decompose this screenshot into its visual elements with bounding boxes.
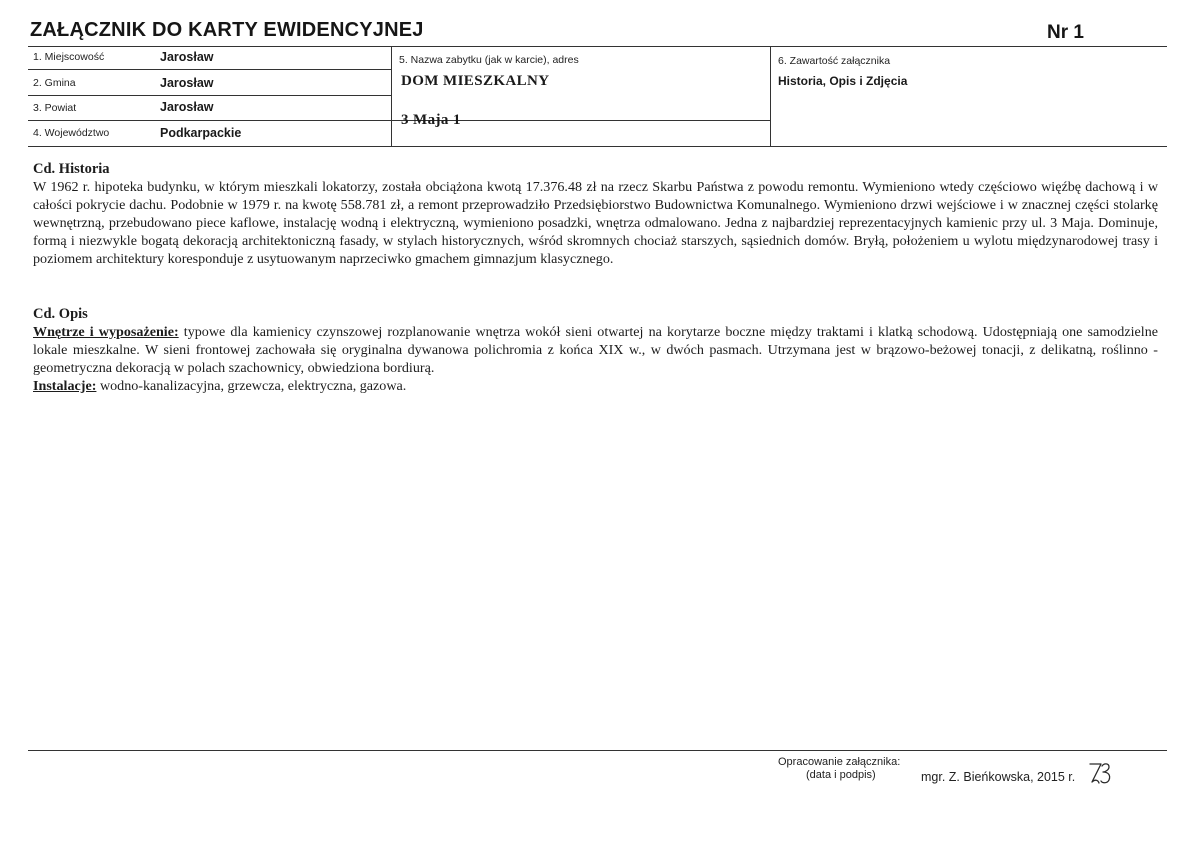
historia-heading: Cd. Historia <box>33 161 110 177</box>
installations-paragraph <box>33 377 1158 395</box>
row-divider <box>28 120 391 121</box>
contents-value: Historia, Opis i Zdjęcia <box>778 74 908 88</box>
monument-address: 3 Maja 1 <box>401 112 461 128</box>
gmina-value: Jarosław <box>160 76 214 90</box>
installations-text: wodno-kanalizacyjna, grzewcza, elektryczna, gazowa. <box>96 378 407 394</box>
prepared-sub: (data i podpis) <box>806 769 876 781</box>
interior-text: typowe dla kamienicy czynszowej rozplanowanie wnętrza wokół sieni otwartej na korytarze boczne między traktami i klatką schodową. Udostępniają one samodzielne lokale mieszkalne. W sieni frontowej zachowała się oryginalna dywanowa polichromia z końca XIX w., w dwóch pasmach. Utrzymana jest w brązowo-beżowej tonacji, z delikatną, roślinno - geometryczna dekoracją w polach szachownicy, obwiedziona bordiurą. <box>33 324 1158 376</box>
powiat-value: Jarosław <box>160 100 214 114</box>
document-number: Nr 1 <box>1047 22 1084 43</box>
historia-text: W 1962 r. hipoteka budynku, w którym mieszkali lokatorzy, została obciążona kwotą 17.376.48 zł na rzecz Skarbu Państwa z powodu remontu. Wymieniono wtedy częściowo więźbę dachową i w całości pokrycie dachu. Podobnie w 1979 r. na kwotę 558.781 zł, a remont przeprowadziło Przedsiębiorstwo Budownictwa Komunalnego. Wymieniono drzwi wejściowe i w znacznej części stolarkę wewnętrzną, przebudowano piece kaflowe, instalację wodną i elektryczną, wymieniono posadzki, wnętrza odmalowano. Jedna z najbardziej reprezentacyjnych kamienic przy ul. 3 Maja. Dominuje, formą i niezwykle bogatą dekoracją architektoniczną fasady, w stylach historycznych, wśród skromnych chociaż starszych, sąsiednich domów. Bryłą, położeniem u wylotu międzynarodowej trasy i poziomem architektury koresponduje z usytuowanym naprzeciwko gmachem gimnazjum klasycznego. <box>33 179 1158 267</box>
wojewodztwo-value: Podkarpackie <box>160 126 242 140</box>
powiat-label: 3. Powiat <box>33 102 77 114</box>
document-title: ZAŁĄCZNIK DO KARTY EWIDENCYJNEJ <box>30 19 424 41</box>
row-divider <box>28 95 391 96</box>
opis-section <box>33 305 1158 395</box>
monument-name: DOM MIESZKALNY <box>401 73 550 89</box>
prepared-label: Opracowanie załącznika: <box>778 756 901 768</box>
interior-paragraph <box>33 323 1158 377</box>
footer-divider <box>28 750 1167 751</box>
monument-label: 5. Nazwa zabytku (jak w karcie), adres <box>399 54 579 66</box>
miejscowosc-label: 1. Miejscowość <box>33 51 105 63</box>
gmina-label: 2. Gmina <box>33 77 76 89</box>
row-divider <box>28 69 391 70</box>
interior-label: Wnętrze i wyposażenie: <box>33 324 179 340</box>
header-table <box>28 46 1167 147</box>
miejscowosc-value: Jarosław <box>160 50 214 64</box>
column-divider <box>391 47 392 146</box>
author: mgr. Z. Bieńkowska, 2015 r. <box>921 770 1076 784</box>
handwritten-signature <box>1087 760 1121 788</box>
contents-label: 6. Zawartość załącznika <box>778 55 891 67</box>
installations-label: Instalacje: <box>33 378 97 394</box>
historia-section <box>33 160 1158 268</box>
column-divider <box>770 47 771 146</box>
opis-heading: Cd. Opis <box>33 306 88 322</box>
wojewodztwo-label: 4. Województwo <box>33 127 110 139</box>
